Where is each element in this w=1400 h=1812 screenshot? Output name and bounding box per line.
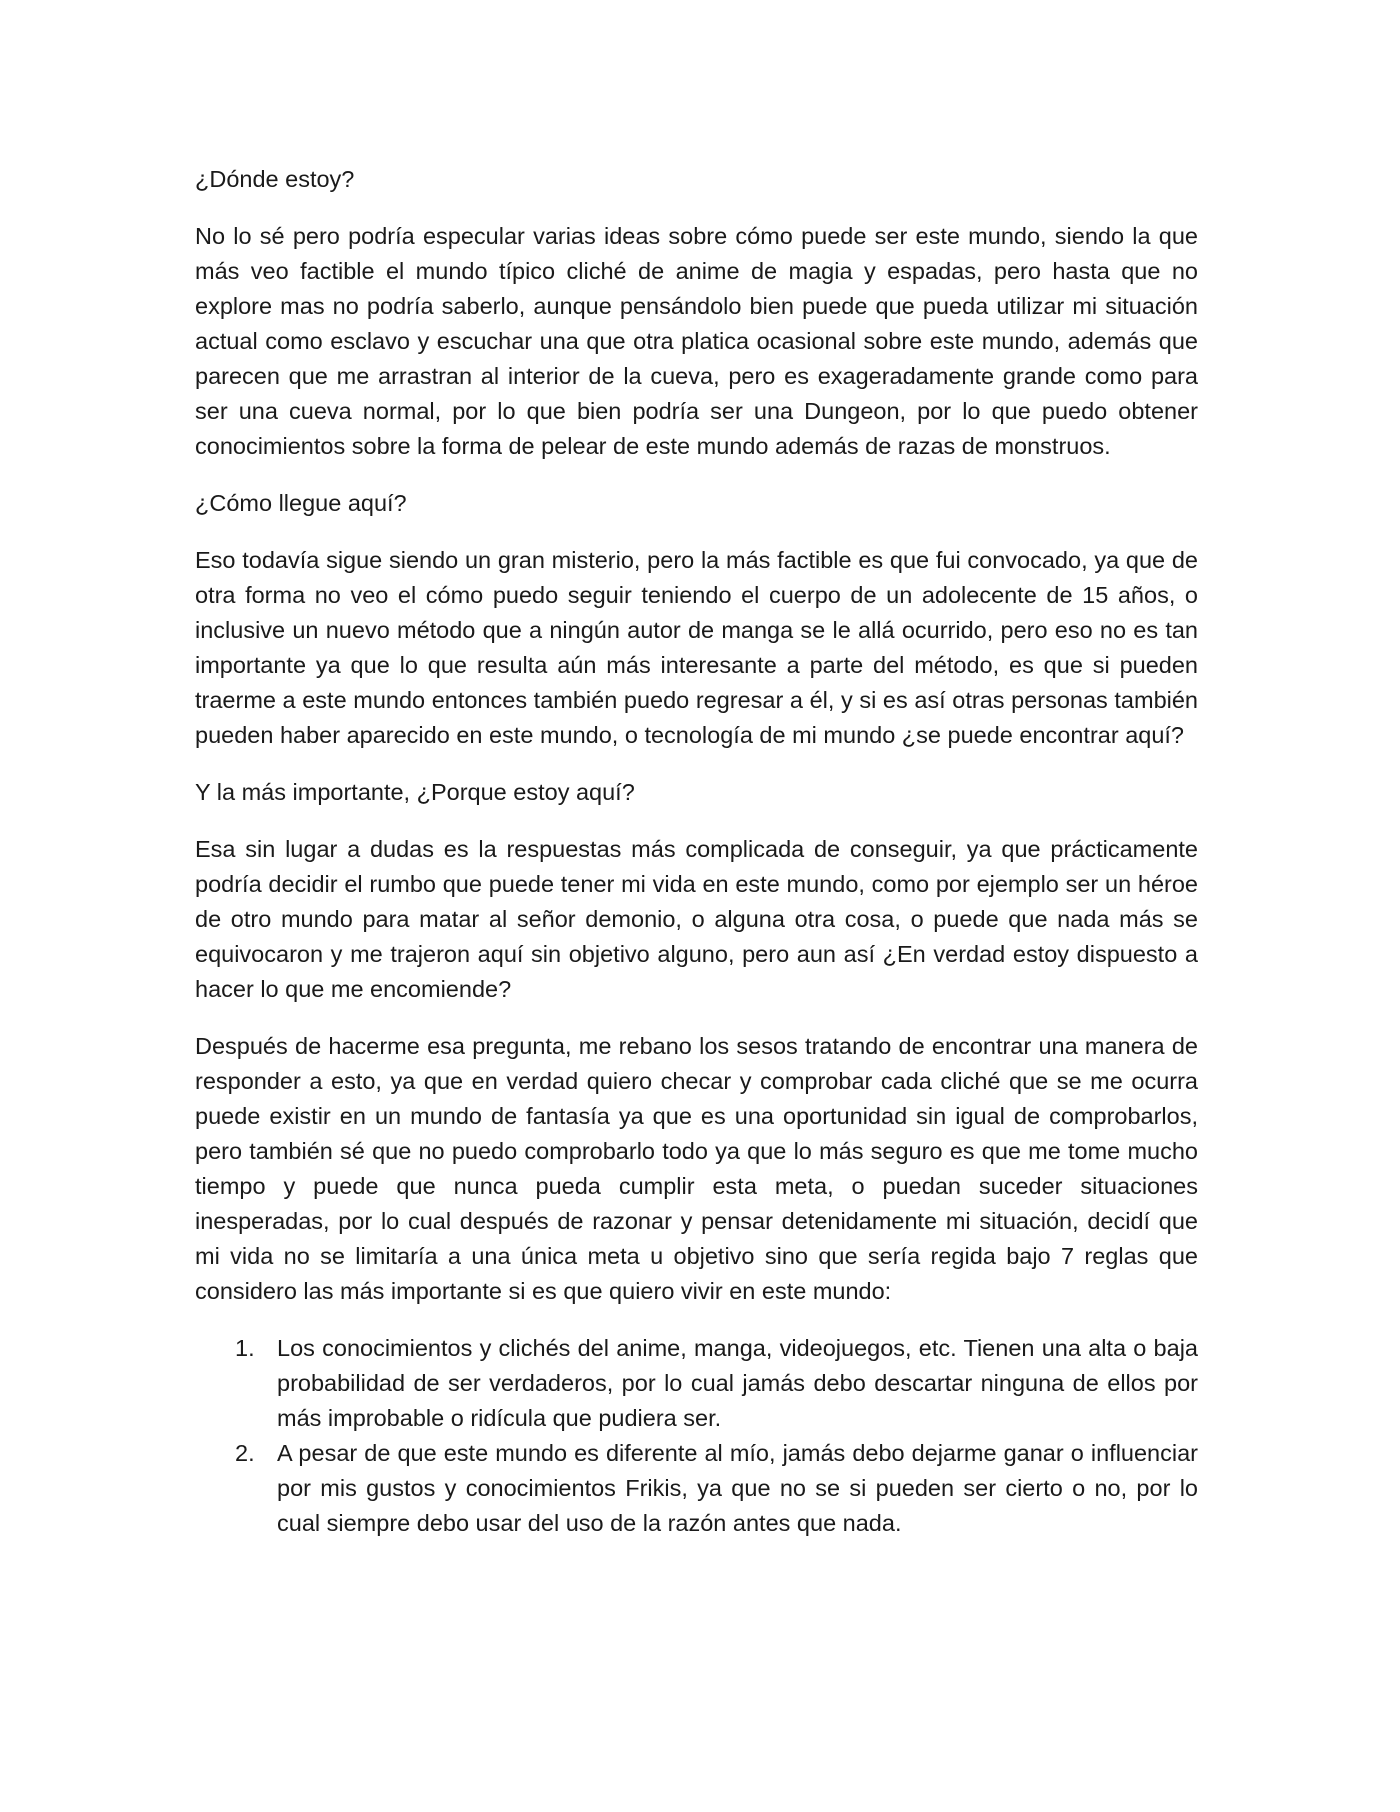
paragraph-reglas-intro: Después de hacerme esa pregunta, me rebano los sesos tratando de encontrar una manera de responder a esto, ya que en verdad quiero checar y comprobar cada cliché que se me ocurra puede existir en un mundo de fantasía ya que es una oportunidad sin igual de comprobarlos, pero también sé que no puedo comprobarlo todo ya que lo más seguro es que me tome mucho tiempo y puede que nunca pueda cumplir esta meta, o puedan suceder situaciones inesperadas, por lo cual después de razonar y pensar detenidamente mi situación, decidí que mi vida no se limitaría a una única meta u objetivo sino que sería regida bajo 7 reglas que considero las más importante si es que quiero vivir en este mundo: bbox=[195, 1033, 1198, 1304]
paragraph-porque-estoy: Esa sin lugar a dudas es la respuestas más complicada de conseguir, ya que prácticamente podría decidir el rumbo que puede tener mi vida en este mundo, como por ejemplo ser un héroe de otro mundo para matar al señor demonio, o alguna otra cosa, o puede que nada más se equivocaron y me trajeron aquí sin objetivo alguno, pero aun así ¿En verdad estoy dispuesto a hacer lo que me encomiende? bbox=[195, 836, 1198, 1002]
rule-number: 1. bbox=[235, 1335, 255, 1361]
rule-item-2 bbox=[195, 1436, 1198, 1541]
heading-donde-estoy: ¿Dónde estoy? bbox=[195, 166, 355, 192]
document-page bbox=[195, 162, 1198, 1541]
heading-como-llegue: ¿Cómo llegue aquí? bbox=[195, 490, 407, 516]
rules-list bbox=[195, 1331, 1198, 1541]
paragraph-como-llegue: Eso todavía sigue siendo un gran misterio, pero la más factible es que fui convocado, ya que de otra forma no veo el cómo puedo seguir teniendo el cuerpo de un adolecente de 15 años, o inclusive un nuevo método que a ningún autor de manga se le allá ocurrido, pero eso no es tan importante ya que lo que resulta aún más interesante a parte del método, es que si pueden traerme a este mundo entonces también puedo regresar a él, y si es así otras personas también pueden haber aparecido en este mundo, o tecnología de mi mundo ¿se puede encontrar aquí? bbox=[195, 547, 1198, 748]
paragraph-donde-estoy: No lo sé pero podría especular varias ideas sobre cómo puede ser este mundo, siendo la que más veo factible el mundo típico cliché de anime de magia y espadas, pero hasta que no explore mas no podría saberlo, aunque pensándolo bien puede que pueda utilizar mi situación actual como esclavo y escuchar una que otra platica ocasional sobre este mundo, además que parecen que me arrastran al interior de la cueva, pero es exageradamente grande como para ser una cueva normal, por lo que bien podría ser una Dungeon, por lo que puedo obtener conocimientos sobre la forma de pelear de este mundo además de razas de monstruos. bbox=[195, 223, 1198, 459]
rule-text: A pesar de que este mundo es diferente al mío, jamás debo dejarme ganar o influenciar por mis gustos y conocimientos Frikis, ya que no se si pueden ser cierto o no, por lo cual siempre debo usar del uso de la razón antes que nada. bbox=[277, 1440, 1198, 1536]
heading-porque-estoy: Y la más importante, ¿Porque estoy aquí? bbox=[195, 779, 635, 805]
rule-item-1 bbox=[195, 1331, 1198, 1436]
rule-text: Los conocimientos y clichés del anime, manga, videojuegos, etc. Tienen una alta o baja probabilidad de ser verdaderos, por lo cual jamás debo descartar ninguna de ellos por más improbable o ridícula que pudiera ser. bbox=[277, 1335, 1198, 1431]
rule-number: 2. bbox=[235, 1440, 255, 1466]
